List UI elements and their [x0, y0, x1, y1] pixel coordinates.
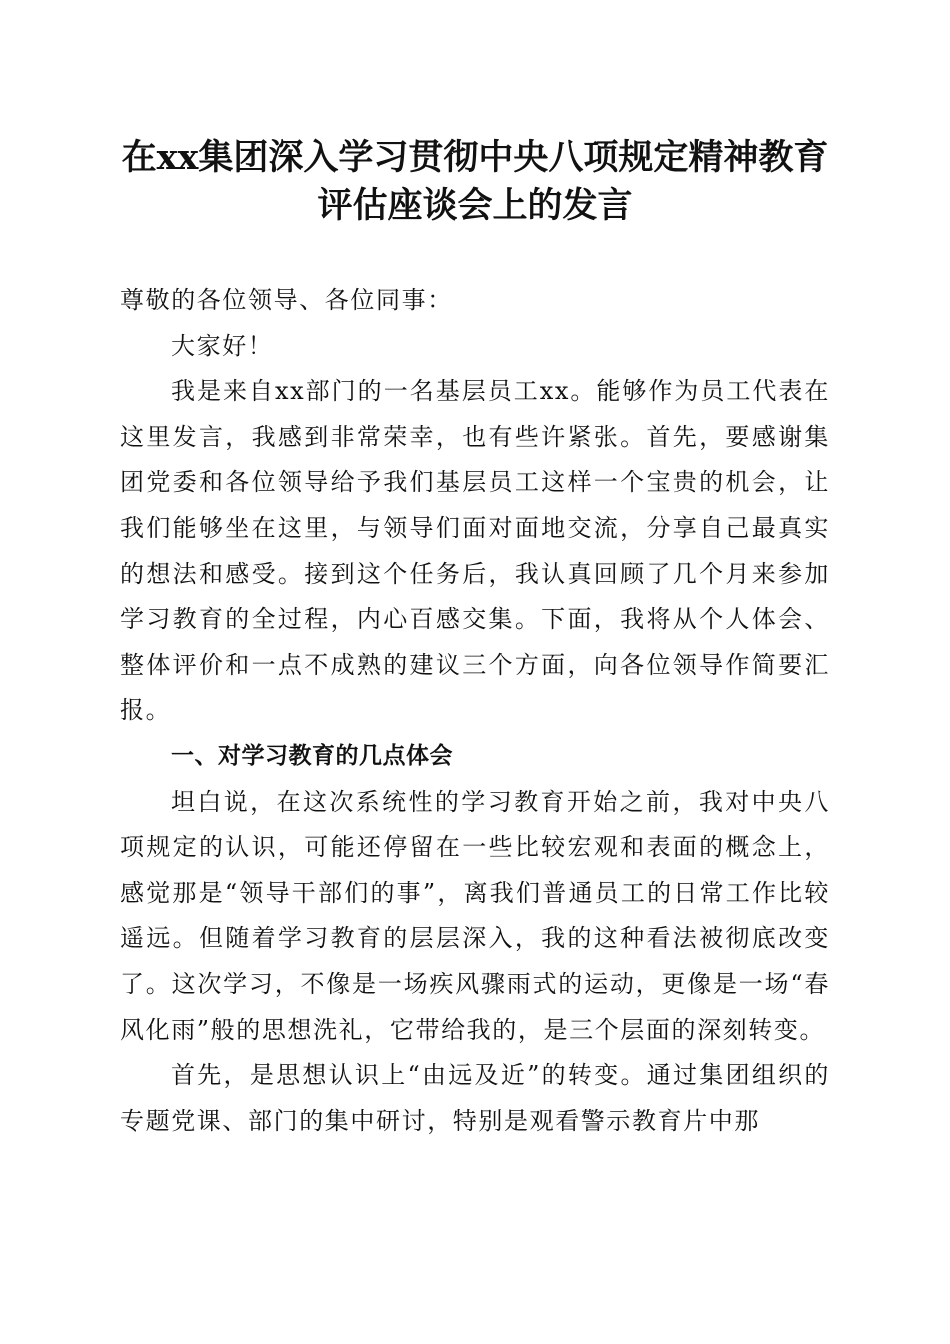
body-paragraph: 首先，是思想认识上“由远及近”的转变。通过集团组织的专题党课、部门的集中研讨，特别是观看警示教育片中那 — [120, 1061, 830, 1135]
document-body — [120, 278, 830, 1144]
greeting: 大家好！ — [171, 331, 274, 360]
body-paragraph: 坦白说，在这次系统性的学习教育开始之前，我对中央八项规定的认识，可能还停留在一些比较宏观和表面的概念上，感觉那是“领导干部们的事”，离我们普通员工的日常工作比较遥远。但随着学习教育的层层深入，我的这种看法被彻底改变了。这次学习，不像是一场疾风骤雨式的运动，更像是一场“春风化雨”般的思想洗礼，它带给我的，是三个层面的深刻转变。 — [120, 787, 830, 1044]
salutation: 尊敬的各位领导、各位同事： — [120, 286, 453, 314]
section-heading: 一、对学习教育的几点体会 — [171, 742, 453, 769]
intro-paragraph: 我是来自xx部门的一名基层员工xx。能够作为员工代表在这里发言，我感到非常荣幸，也有些许紧张。首先，要感谢集团党委和各位领导给予我们基层员工这样一个宝贵的机会，让我们能够坐在这里，与领导们面对面地交流，分享自己最真实的想法和感受。接到这个任务后，我认真回顾了几个月来参加学习教育的全过程，内心百感交集。下面，我将从个人体会、整体评价和一点不成熟的建议三个方面，向各位领导作简要汇报。 — [120, 377, 830, 725]
document-title: 在xx集团深入学习贯彻中央八项规定精神教育评估座谈会上的发言 — [121, 137, 829, 226]
